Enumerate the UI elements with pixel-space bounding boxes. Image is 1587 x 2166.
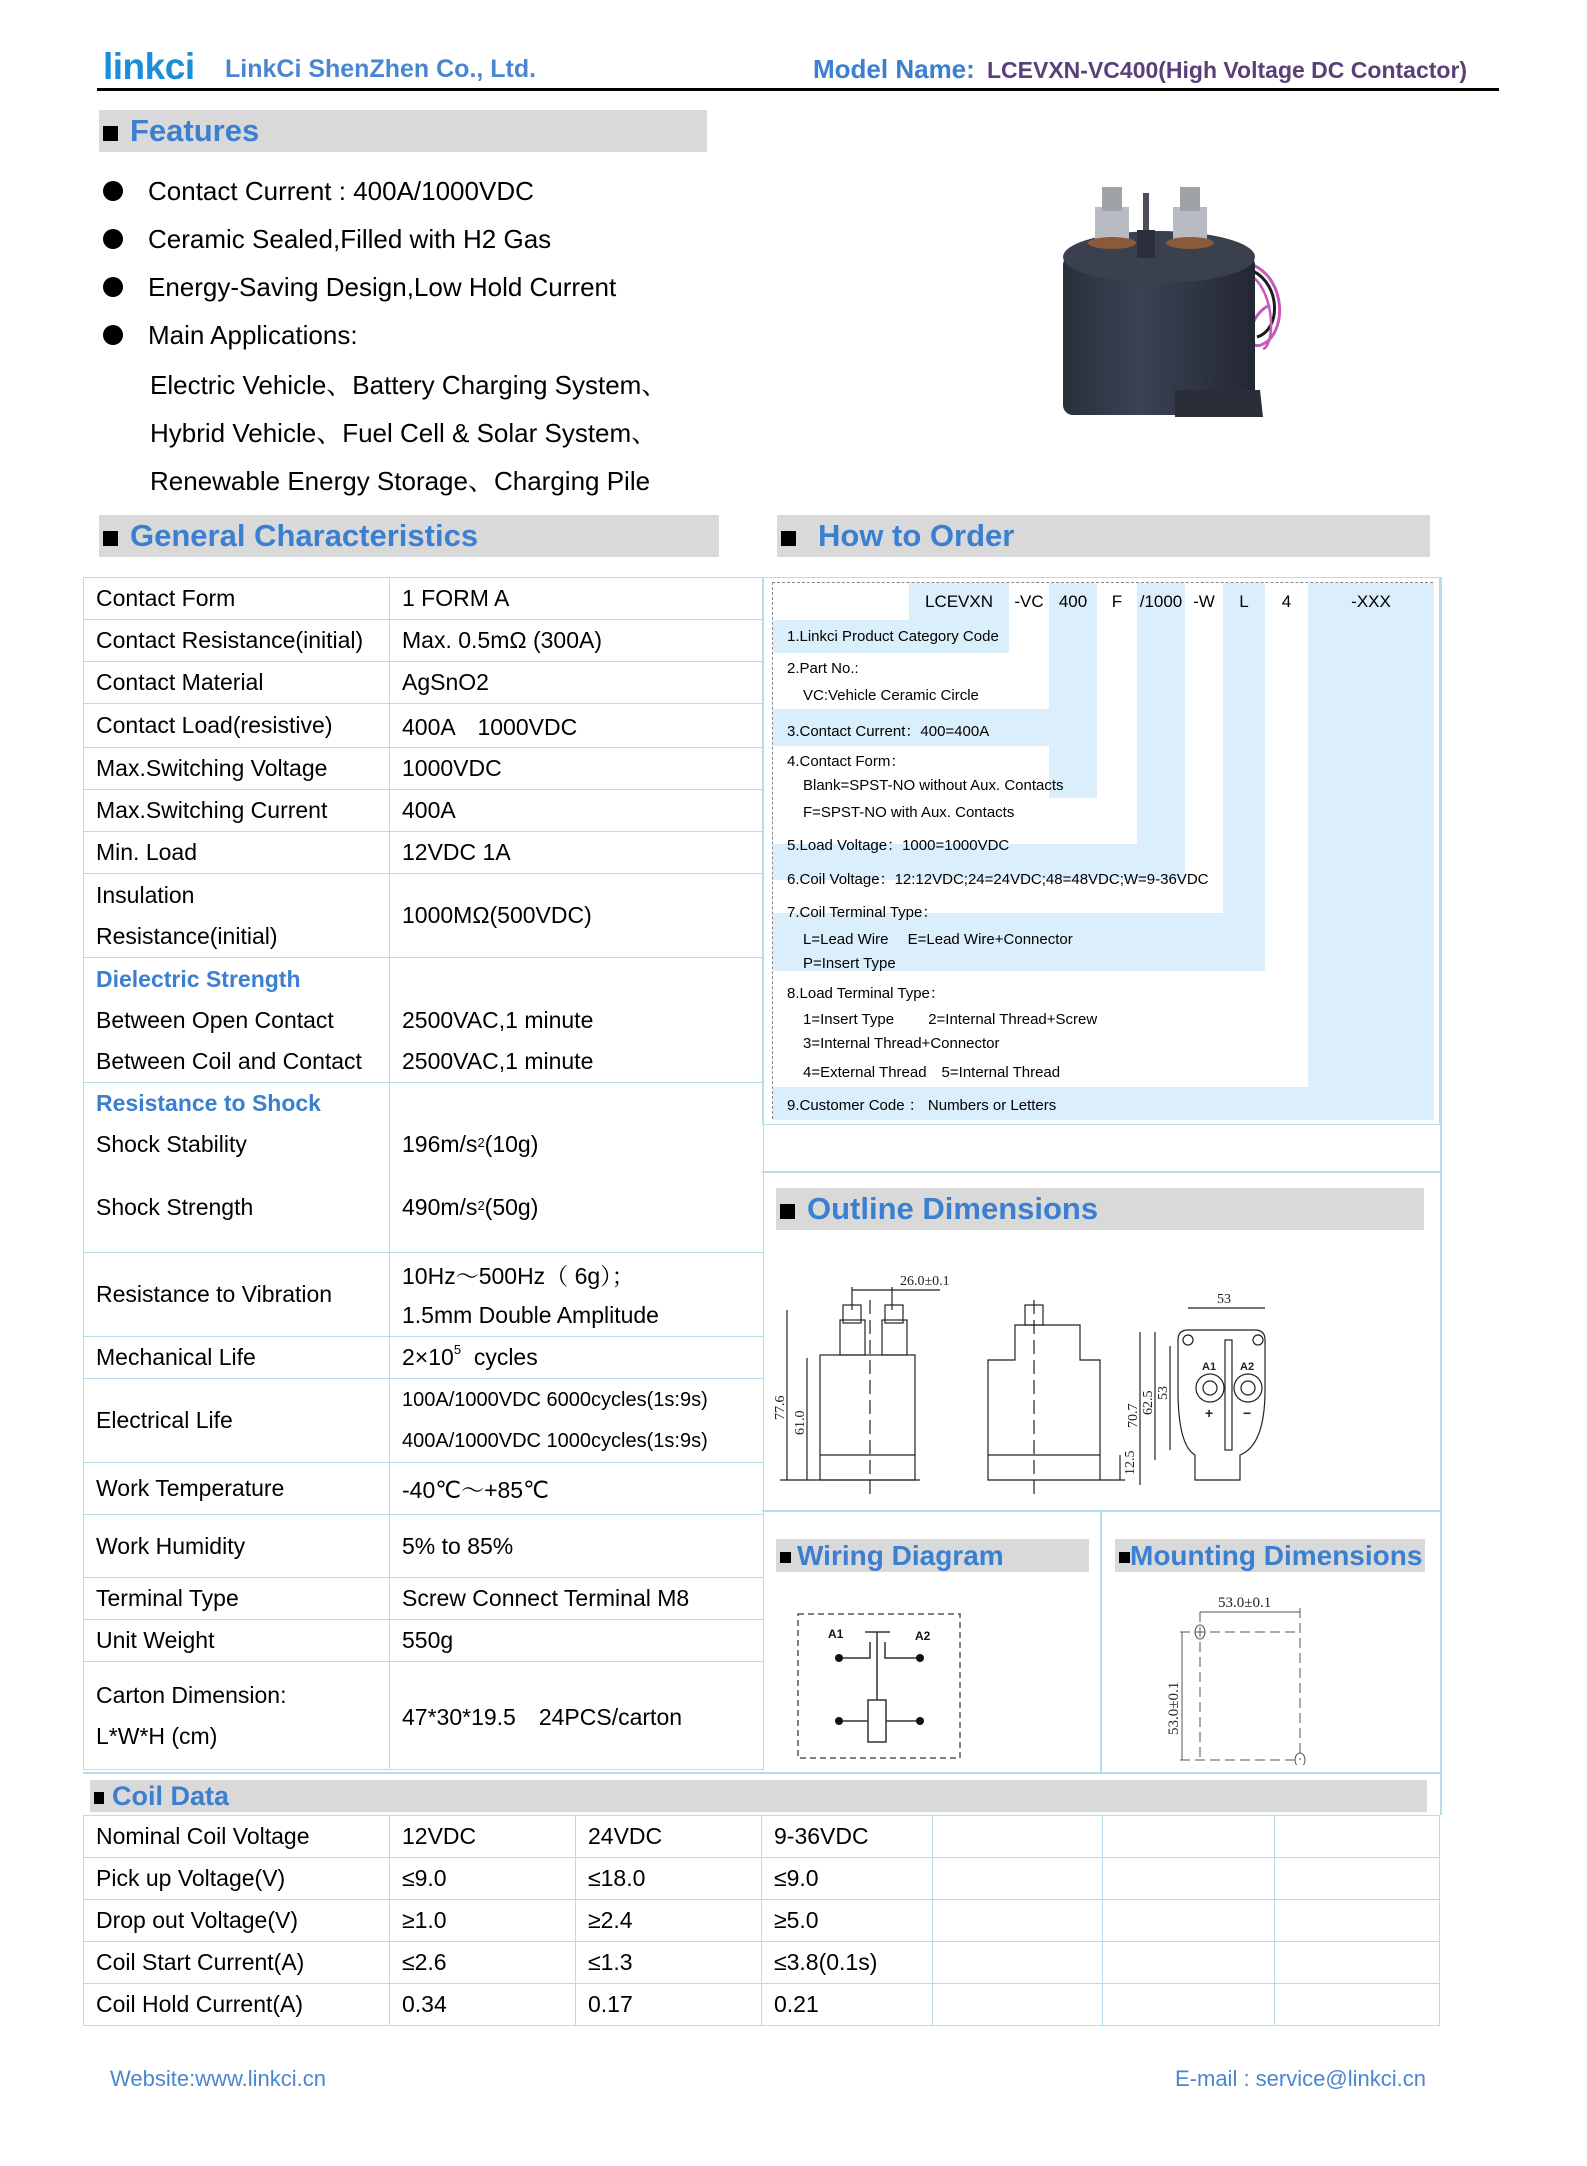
row-value (390, 1253, 764, 1337)
wiring-diagram-header (776, 1539, 1089, 1572)
product-photo (1025, 185, 1295, 435)
order-code: L (1239, 591, 1249, 611)
features-title: Features (130, 113, 260, 148)
frame-line (762, 1171, 1441, 1173)
row-label: Drop out Voltage(V) (84, 1900, 390, 1942)
table-row (84, 790, 764, 832)
feature-text: Ceramic Sealed,Filled with H2 Gas (148, 223, 552, 254)
cell (933, 1942, 1103, 1984)
value-line: 100A/1000VDC 6000cycles(1s:9s) (402, 1388, 708, 1411)
mounting-dim-horizontal: 53.0±0.1 (1218, 1595, 1272, 1611)
minus-sign: − (1243, 1405, 1252, 1421)
mounting-dim-vertical: 53.0±0.1 (1166, 1681, 1182, 1735)
dim-height-body: 61.0 (793, 1410, 808, 1435)
value-line: 10Hz～500Hz（ 6g）； (402, 1262, 635, 1289)
general-characteristics-table (83, 577, 764, 1770)
frame-line (1100, 1510, 1102, 1772)
cell: ≥2.4 (576, 1900, 762, 1942)
cell: ≥5.0 (762, 1900, 933, 1942)
wiring-a2-label: A2 (915, 1629, 931, 1643)
general-characteristics-title: General Characteristics (130, 518, 479, 553)
cell (1275, 1984, 1440, 2026)
row-label: Contact Resistance(initial) (84, 620, 390, 662)
dim-h2: 62.5 (1141, 1390, 1156, 1415)
row-label: Electrical Life (84, 1379, 390, 1463)
table-row (84, 1816, 1440, 1858)
square-bullet-icon (780, 1552, 791, 1563)
cell (1103, 1942, 1275, 1984)
row-label: Max.Switching Voltage (84, 748, 390, 790)
bullet-icon (103, 181, 123, 201)
table-row (84, 662, 764, 704)
cell (1275, 1858, 1440, 1900)
order-code: -XXX (1351, 591, 1391, 611)
table-row (84, 1858, 1440, 1900)
row-label: Work Humidity (84, 1515, 390, 1578)
square-bullet-icon (103, 531, 118, 546)
order-line: L=Lead Wire E=Lead Wire+Connector (803, 931, 1073, 948)
row-label (84, 1662, 390, 1770)
row-value: 1000VDC (390, 748, 764, 790)
table-row-dielectric (84, 958, 764, 1083)
table-row (84, 1578, 764, 1620)
coil-data-header (90, 1780, 1427, 1812)
dim-width: 53 (1217, 1292, 1231, 1307)
dim-h1: 70.7 (1126, 1403, 1141, 1428)
order-line: Blank=SPST-NO without Aux. Contacts (803, 777, 1064, 794)
order-line: 1.Linkci Product Category Code (787, 628, 999, 645)
row-value: 1 FORM A (390, 578, 764, 620)
row-value (390, 1379, 764, 1463)
row-value: 12VDC 1A (390, 832, 764, 874)
row-value (390, 1083, 764, 1253)
row-label: Unit Weight (84, 1620, 390, 1662)
bullet-icon (103, 229, 123, 249)
company-name: LinkCi ShenZhen Co., Ltd. (225, 55, 537, 83)
order-code: /1000 (1139, 591, 1183, 611)
feature-item (100, 167, 667, 215)
row-label: Terminal Type (84, 1578, 390, 1620)
row-label: Contact Material (84, 662, 390, 704)
order-line: 3.Contact Current：400=400A (787, 723, 990, 740)
label-line: L*W*H (cm) (96, 1722, 218, 1749)
features-list (100, 167, 667, 503)
order-code: 4 (1281, 591, 1292, 611)
wiring-a1-label: A1 (828, 1627, 844, 1641)
cell: ≥1.0 (390, 1900, 576, 1942)
feature-text: Main Applications: (148, 319, 358, 350)
shock-heading: Resistance to Shock (96, 1090, 321, 1116)
table-row (84, 578, 764, 620)
label-line: Carton Dimension: (96, 1681, 287, 1708)
row-value: 5% to 85% (390, 1515, 764, 1578)
feature-item (100, 215, 667, 263)
features-section-header (99, 110, 707, 152)
table-row (84, 1942, 1440, 1984)
frame-line (1440, 577, 1442, 1815)
table-row (84, 1984, 1440, 2026)
value-line: 2500VAC,1 minute (402, 1006, 594, 1033)
table-row (84, 874, 764, 958)
order-line: 9.Customer Code ： Numbers or Letters (787, 1097, 1057, 1114)
cell (933, 1900, 1103, 1942)
value-line: 2500VAC,1 minute (402, 1047, 594, 1074)
row-value: 550g (390, 1620, 764, 1662)
row-value: 47*30*19.5 24PCS/carton (390, 1662, 764, 1770)
bullet-icon (103, 325, 123, 345)
order-line: F=SPST-NO with Aux. Contacts (803, 804, 1015, 821)
table-row (84, 1379, 764, 1463)
row-value: 400A (390, 790, 764, 832)
row-label: Coil Start Current(A) (84, 1942, 390, 1984)
mounting-dimensions-title: Mounting Dimensions (1130, 1539, 1423, 1571)
frame-line (762, 1510, 1441, 1512)
table-row (84, 620, 764, 662)
table-row (84, 1337, 764, 1379)
order-line: 2.Part No.: (787, 660, 859, 677)
order-line: 6.Coil Voltage：12:12VDC;24=24VDC;48=48VDC;W=9-36VDC (787, 871, 1209, 888)
value-line: 400A/1000VDC 1000cycles(1s:9s) (402, 1429, 708, 1452)
terminal-a2-label: A2 (1240, 1361, 1255, 1373)
table-row (84, 1253, 764, 1337)
value-line: 490m/s $^2$ (50g) (402, 1194, 539, 1220)
email-link[interactable]: E-mail : service@linkci.cn (1175, 2066, 1426, 2091)
model-label: Model Name: (813, 54, 975, 84)
row-label (84, 1083, 390, 1253)
table-row (84, 748, 764, 790)
table-row (84, 704, 764, 748)
header-divider (97, 88, 1499, 91)
table-row (84, 1620, 764, 1662)
general-characteristics-header (99, 515, 719, 557)
feature-text: Contact Current : 400A/1000VDC (148, 175, 534, 206)
row-value: 1000MΩ(500VDC) (390, 874, 764, 958)
order-line: VC:Vehicle Ceramic Circle (803, 687, 979, 704)
row-label: Work Temperature (84, 1463, 390, 1515)
website-link[interactable]: Website:www.linkci.cn (110, 2066, 326, 2091)
label-line: Shock Stability (96, 1131, 247, 1157)
mounting-dimensions-header (1115, 1539, 1425, 1572)
row-value: 400A 1000VDC (390, 704, 764, 748)
cell: 0.34 (390, 1984, 576, 2026)
feature-item (100, 311, 667, 359)
model-value: LCEVXN-VC400(High Voltage DC Contactor) (987, 57, 1468, 83)
cell (1103, 1816, 1275, 1858)
order-code: -VC (1014, 591, 1044, 611)
cell: ≤9.0 (390, 1858, 576, 1900)
frame-line (83, 1772, 1441, 1774)
cell: 9-36VDC (762, 1816, 933, 1858)
order-line: 4.Contact Form： (787, 753, 906, 770)
label-line: Shock Strength (96, 1194, 254, 1220)
value-line: 196m/s $^2$ (10g) (402, 1131, 539, 1157)
dim-height-total: 77.6 (773, 1395, 788, 1420)
label-line: Between Coil and Contact (96, 1047, 362, 1074)
row-label: Min. Load (84, 832, 390, 874)
table-row (84, 832, 764, 874)
cell: ≤2.6 (390, 1942, 576, 1984)
bullet-icon (103, 277, 123, 297)
row-label: Coil Hold Current(A) (84, 1984, 390, 2026)
order-line: P=Insert Type (803, 955, 896, 972)
table-row (84, 1662, 764, 1770)
order-line: 1=Insert Type 2=Internal Thread+Screw (803, 1011, 1098, 1028)
cell: ≤18.0 (576, 1858, 762, 1900)
dim-base: 12.5 (1123, 1450, 1138, 1475)
row-label: Mechanical Life (84, 1337, 390, 1379)
label-line: Insulation (96, 881, 195, 908)
application-line: Renewable Energy Storage、Charging Pile (150, 465, 651, 496)
order-line: 4=External Thread 5=Internal Thread (803, 1064, 1061, 1081)
row-label: Pick up Voltage(V) (84, 1858, 390, 1900)
cell: ≤1.3 (576, 1942, 762, 1984)
application-line: Electric Vehicle、Battery Charging System、 (150, 369, 668, 400)
row-label: Contact Form (84, 578, 390, 620)
square-bullet-icon (780, 1204, 795, 1219)
order-code: F (1111, 591, 1123, 611)
row-label: Resistance to Vibration (84, 1253, 390, 1337)
row-label: Contact Load(resistive) (84, 704, 390, 748)
order-line: 8.Load Terminal Type： (787, 985, 945, 1002)
cell (933, 1816, 1103, 1858)
cell (1103, 1984, 1275, 2026)
square-bullet-icon (94, 1792, 104, 1804)
square-bullet-icon (103, 126, 118, 141)
row-value: $2\times 10^5$ cycles (390, 1337, 764, 1379)
cell (1275, 1816, 1440, 1858)
table-row (84, 1515, 764, 1578)
mounting-drawing (1160, 1590, 1360, 1765)
row-label (84, 874, 390, 958)
cell: ≤3.8(0.1s) (762, 1942, 933, 1984)
label-line: Resistance(initial) (96, 922, 278, 949)
dim-h3: 53 (1156, 1386, 1171, 1400)
wiring-diagram (790, 1600, 980, 1760)
dielectric-heading: Dielectric Strength (96, 965, 301, 992)
cell (933, 1984, 1103, 2026)
order-line: 3=Internal Thread+Connector (803, 1035, 1000, 1052)
row-value: Screw Connect Terminal M8 (390, 1578, 764, 1620)
value-line: 1.5mm Double Amplitude (402, 1301, 659, 1328)
order-code-box (772, 582, 1433, 1119)
order-line: 7.Coil Terminal Type： (787, 904, 938, 921)
dim-pitch: 26.0±0.1 (900, 1274, 950, 1289)
row-value: AgSnO2 (390, 662, 764, 704)
feature-item (100, 263, 667, 311)
row-label (84, 958, 390, 1083)
plus-sign: + (1205, 1405, 1214, 1421)
cell (1275, 1942, 1440, 1984)
row-label: Max.Switching Current (84, 790, 390, 832)
table-row-shock (84, 1083, 764, 1253)
feature-text: Energy-Saving Design,Low Hold Current (148, 271, 617, 302)
cell (1103, 1900, 1275, 1942)
application-line: Hybrid Vehicle、Fuel Cell & Solar System、 (150, 417, 658, 448)
wiring-diagram-title: Wiring Diagram (797, 1539, 1004, 1571)
cell: 0.17 (576, 1984, 762, 2026)
cell: 0.21 (762, 1984, 933, 2026)
outline-dimensions-header (776, 1188, 1424, 1230)
cell: 12VDC (390, 1816, 576, 1858)
coil-data-table (83, 1815, 1440, 2026)
table-row (84, 1900, 1440, 1942)
logo: linkci (103, 46, 195, 87)
order-code: -W (1193, 591, 1215, 611)
square-bullet-icon (1119, 1552, 1130, 1563)
row-value: Max. 0.5mΩ (300A) (390, 620, 764, 662)
label-line: Between Open Contact (96, 1006, 334, 1033)
cell (1275, 1900, 1440, 1942)
row-value: -40℃～+85℃ (390, 1463, 764, 1515)
cell: ≤9.0 (762, 1858, 933, 1900)
outline-drawing (770, 1270, 1430, 1495)
row-value (390, 958, 764, 1083)
how-to-order-header (777, 515, 1430, 557)
table-row (84, 1463, 764, 1515)
order-code: LCEVXN (924, 591, 994, 611)
outline-dimensions-title: Outline Dimensions (807, 1191, 1099, 1226)
row-label: Nominal Coil Voltage (84, 1816, 390, 1858)
how-to-order-title: How to Order (818, 518, 1015, 553)
cell (1103, 1858, 1275, 1900)
terminal-a1-label: A1 (1202, 1361, 1217, 1373)
order-code: 400 (1058, 591, 1088, 611)
square-bullet-icon (781, 531, 796, 546)
order-line: 5.Load Voltage：1000=1000VDC (787, 837, 1010, 854)
cell (933, 1858, 1103, 1900)
coil-data-title: Coil Data (112, 1780, 230, 1811)
cell: 24VDC (576, 1816, 762, 1858)
